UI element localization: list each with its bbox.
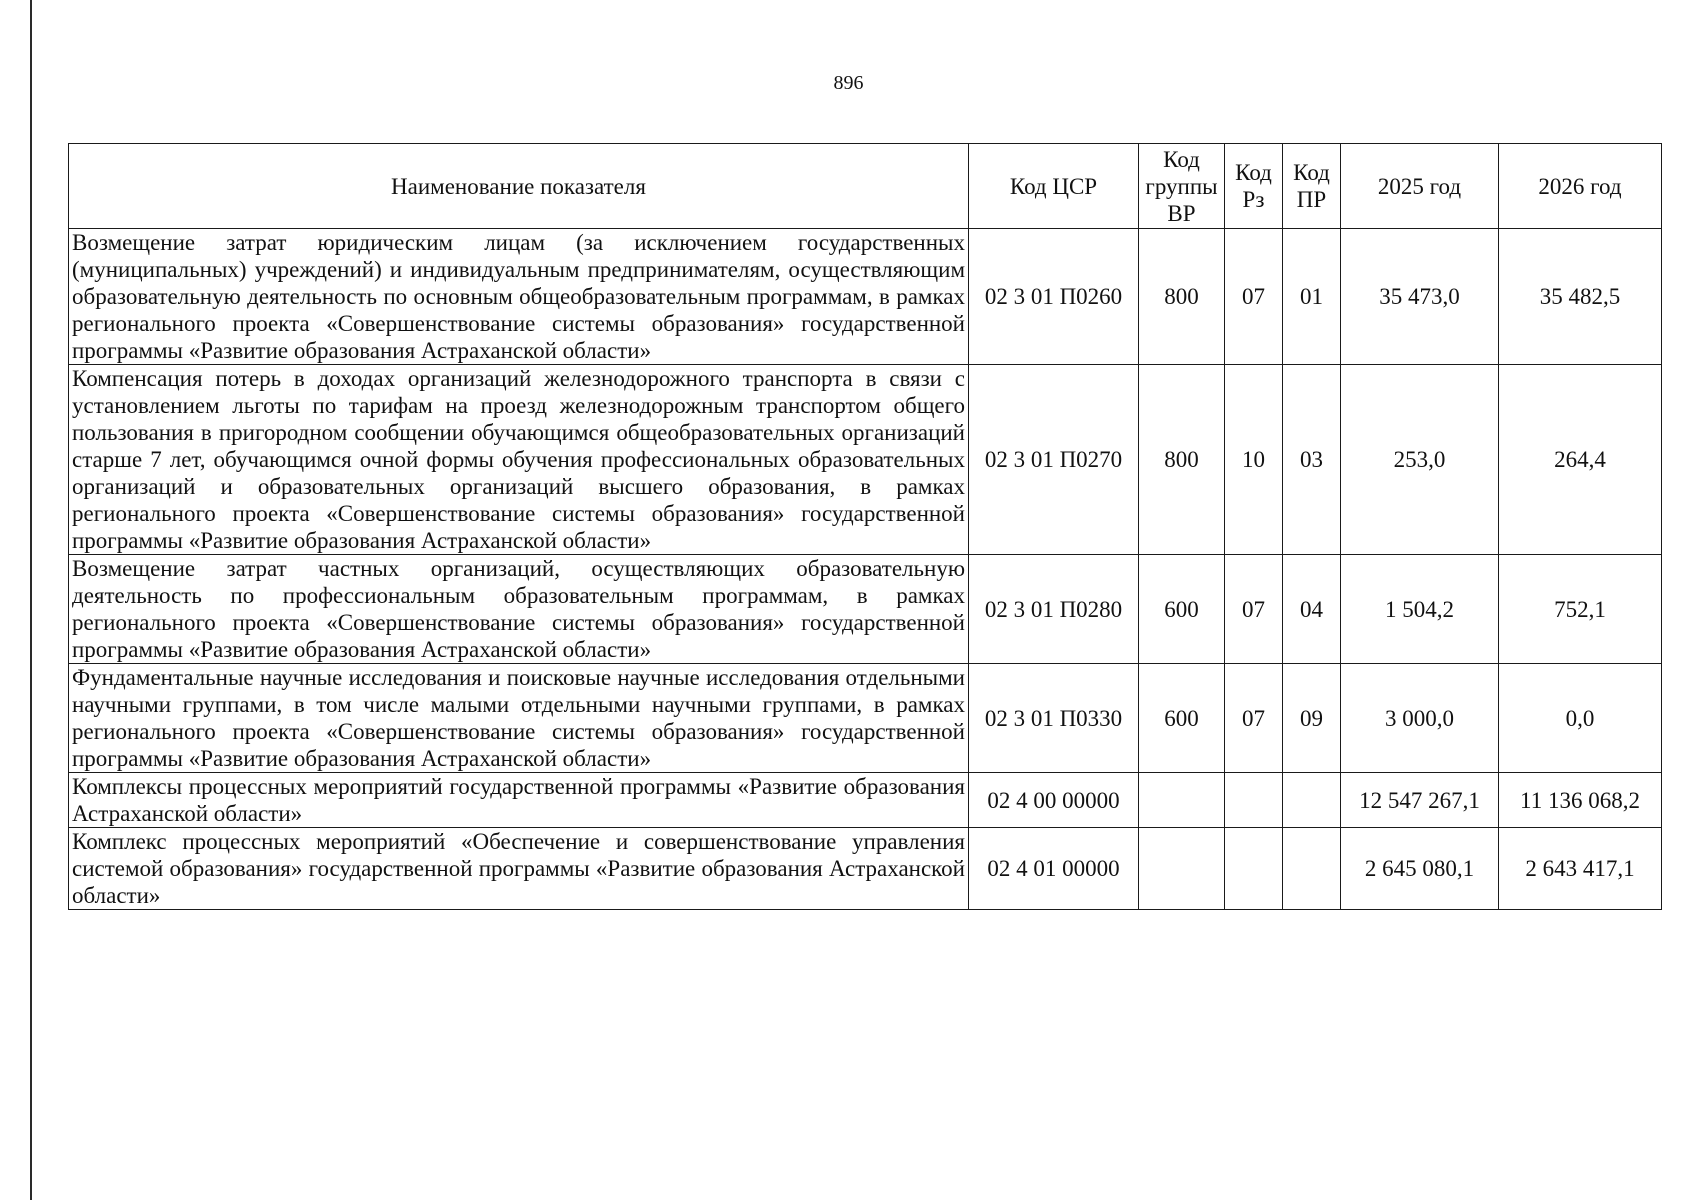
cell-pr: 03 [1283, 365, 1341, 555]
header-2026: 2026 год [1499, 144, 1662, 229]
cell-vr: 800 [1139, 365, 1225, 555]
cell-2026: 11 136 068,2 [1499, 773, 1662, 828]
budget-table [68, 143, 1662, 910]
cell-name: Фундаментальные научные исследования и поисковые научные исследования отдельными научными группами, в том числе малыми отдельными научными группами, в рамках регионального проекта «Совершенствование системы образования» государственной программы «Развитие образования Астраханской области» [69, 664, 969, 773]
cell-csr: 02 3 01 П0280 [969, 555, 1139, 664]
cell-2025: 1 504,2 [1341, 555, 1499, 664]
cell-2025: 2 645 080,1 [1341, 828, 1499, 910]
cell-2026: 0,0 [1499, 664, 1662, 773]
cell-vr: 600 [1139, 555, 1225, 664]
cell-2026: 35 482,5 [1499, 229, 1662, 365]
header-pr: Код ПР [1283, 144, 1341, 229]
header-rz: Код Рз [1225, 144, 1283, 229]
cell-rz: 07 [1225, 229, 1283, 365]
cell-2025: 35 473,0 [1341, 229, 1499, 365]
cell-pr [1283, 773, 1341, 828]
cell-rz: 07 [1225, 555, 1283, 664]
cell-csr: 02 4 01 00000 [969, 828, 1139, 910]
cell-vr: 600 [1139, 664, 1225, 773]
cell-2026: 2 643 417,1 [1499, 828, 1662, 910]
header-csr: Код ЦСР [969, 144, 1139, 229]
cell-csr: 02 3 01 П0270 [969, 365, 1139, 555]
cell-2026: 752,1 [1499, 555, 1662, 664]
cell-rz: 07 [1225, 664, 1283, 773]
cell-pr: 09 [1283, 664, 1341, 773]
table-row [69, 773, 1662, 828]
cell-2025: 12 547 267,1 [1341, 773, 1499, 828]
header-name: Наименование показателя [69, 144, 969, 229]
table-row [69, 229, 1662, 365]
cell-vr [1139, 773, 1225, 828]
cell-name: Возмещение затрат частных организаций, осуществляющих образовательную деятельность по профессиональным образовательным программам, в рамках регионального проекта «Совершенствование системы образования» государственной программы «Развитие образования Астраханской области» [69, 555, 969, 664]
cell-2025: 3 000,0 [1341, 664, 1499, 773]
table-row [69, 664, 1662, 773]
cell-vr: 800 [1139, 229, 1225, 365]
header-2025: 2025 год [1341, 144, 1499, 229]
cell-pr: 04 [1283, 555, 1341, 664]
cell-name: Компенсация потерь в доходах организаций железнодорожного транспорта в связи с установлением льготы по тарифам на проезд железнодорожным транспортом общего пользования в пригородном сообщении обучающимся общеобразовательных организаций старше 7 лет, обучающимся очной формы обучения профессиональных образовательных организаций и образовательных организаций высшего образования, в рамках регионального проекта «Совершенствование системы образования» государственной программы «Развитие образования Астраханской области» [69, 365, 969, 555]
cell-vr [1139, 828, 1225, 910]
page-binding-edge [30, 0, 32, 1200]
cell-2026: 264,4 [1499, 365, 1662, 555]
cell-name: Комплекс процессных мероприятий «Обеспечение и совершенствование управления системой образования» государственной программы «Развитие образования Астраханской области» [69, 828, 969, 910]
cell-pr: 01 [1283, 229, 1341, 365]
cell-rz [1225, 773, 1283, 828]
cell-rz [1225, 828, 1283, 910]
table-header-row [69, 144, 1662, 229]
cell-rz: 10 [1225, 365, 1283, 555]
cell-csr: 02 3 01 П0330 [969, 664, 1139, 773]
header-vr: Код группы ВР [1139, 144, 1225, 229]
cell-csr: 02 4 00 00000 [969, 773, 1139, 828]
cell-name: Возмещение затрат юридическим лицам (за исключением государственных (муниципальных) учреждений) и индивидуальным предпринимателям, осуществляющим образовательную деятельность по основным общеобразовательным программам, в рамках регионального проекта «Совершенствование системы образования» государственной программы «Развитие образования Астраханской области» [69, 229, 969, 365]
page-number: 896 [833, 72, 864, 94]
cell-pr [1283, 828, 1341, 910]
cell-name: Комплексы процессных мероприятий государственной программы «Развитие образования Астраханской области» [69, 773, 969, 828]
table-row [69, 365, 1662, 555]
table-row [69, 828, 1662, 910]
cell-2025: 253,0 [1341, 365, 1499, 555]
table-row [69, 555, 1662, 664]
cell-csr: 02 3 01 П0260 [969, 229, 1139, 365]
